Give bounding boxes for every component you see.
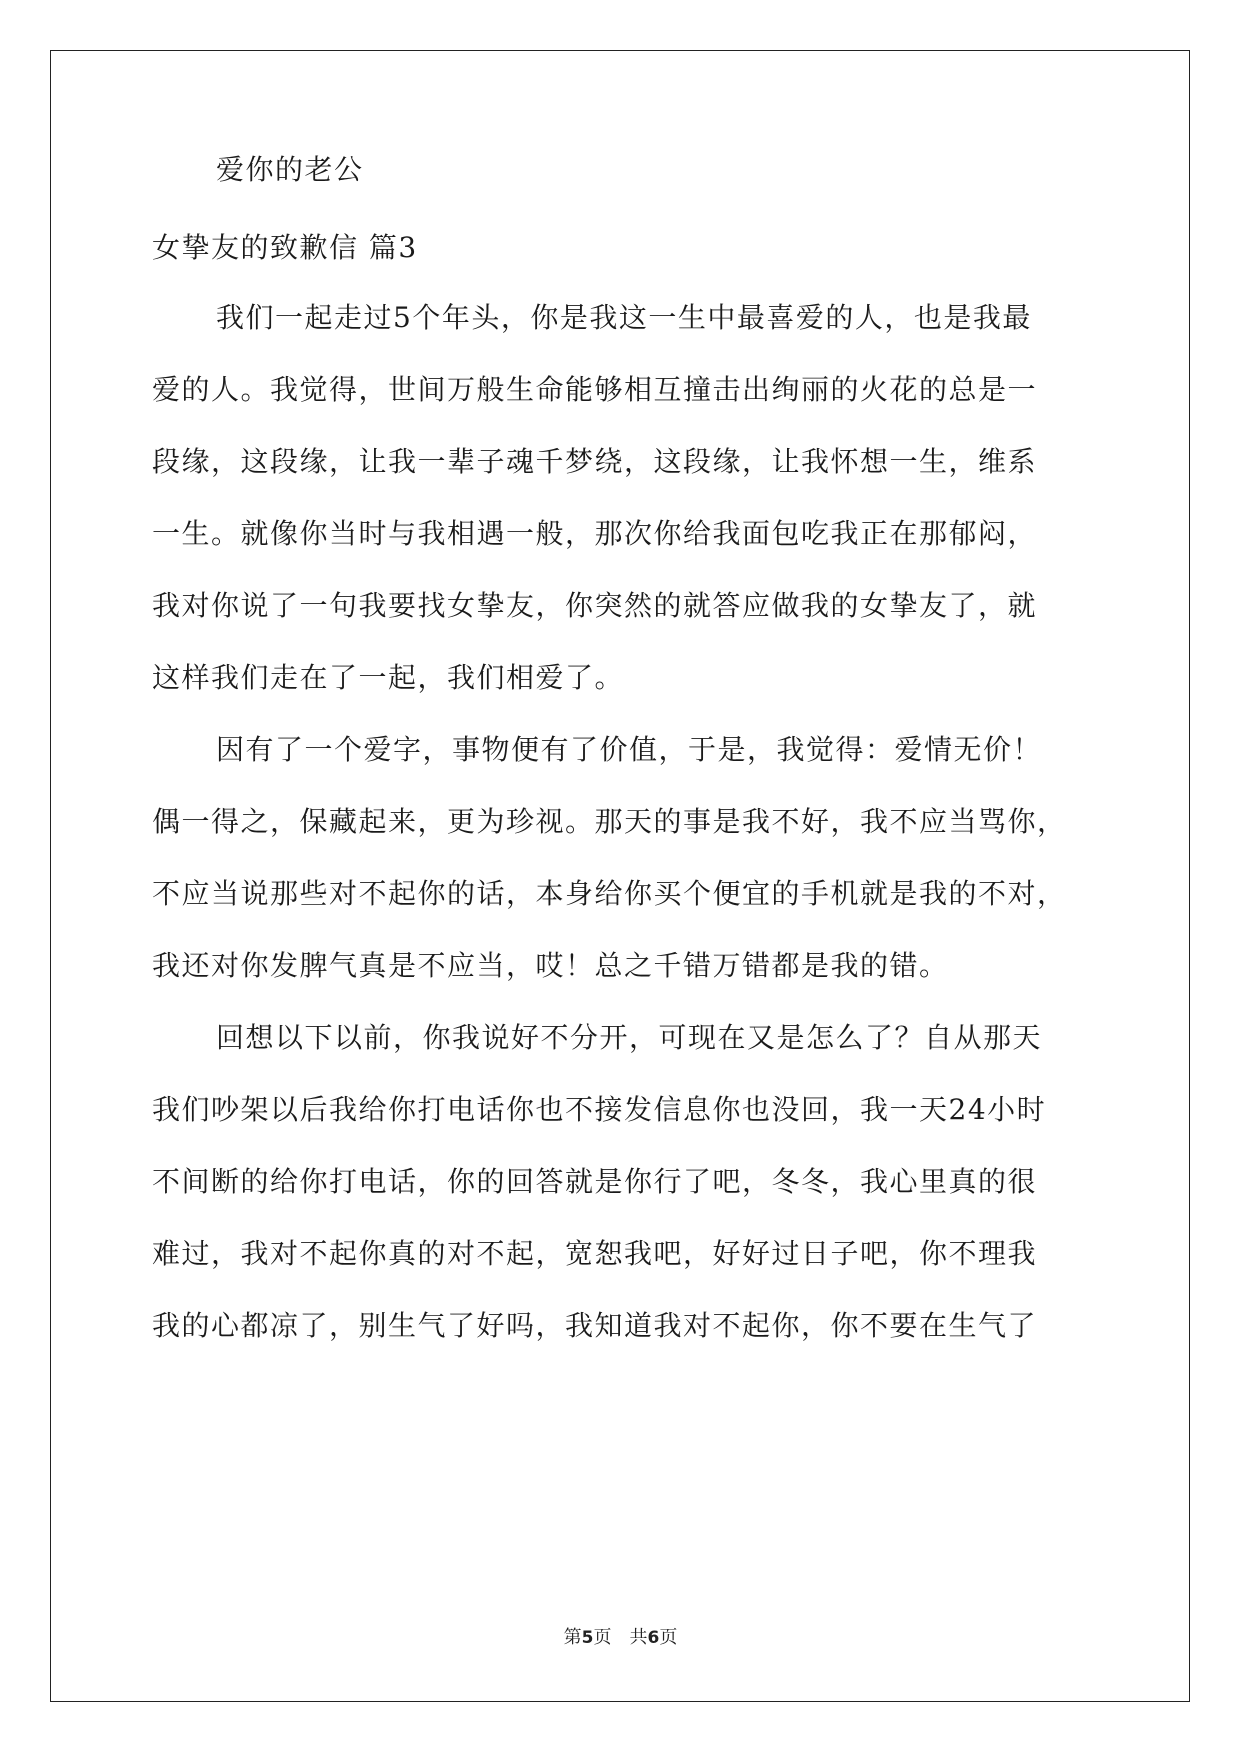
section-title: 女挚友的致歉信 篇3 — [152, 231, 418, 264]
page-prefix: 第 — [563, 1627, 582, 1648]
paragraph-1-line-3: 段缘，这段缘，让我一辈子魂千梦绕，这段缘，让我怀想一生，维系 — [152, 445, 1038, 478]
page-footer — [0, 1626, 1241, 1650]
paragraph-1-line-4: 一生。就像你当时与我相遇一般，那次你给我面包吃我正在那郁闷， — [152, 517, 1038, 550]
paragraph-3-line-4: 难过，我对不起你真的对不起，宽恕我吧，好好过日子吧，你不理我 — [152, 1237, 1038, 1270]
paragraph-1-line-5: 我对你说了一句我要找女挚友，你突然的就答应做我的女挚友了，就 — [152, 589, 1038, 622]
page-suffix: 页 — [659, 1627, 678, 1648]
page-current-number: 5 — [581, 1628, 594, 1648]
paragraph-3-line-2: 我们吵架以后我给你打电话你也不接发信息你也没回，我一天24小时 — [152, 1093, 1047, 1126]
paragraph-1-line-1: 我们一起走过5个年头，你是我这一生中最喜爱的人，也是我最 — [216, 301, 1032, 334]
page-total-number: 6 — [647, 1628, 660, 1648]
paragraph-2-line-3: 不应当说那些对不起你的话，本身给你买个便宜的手机就是我的不对， — [152, 877, 1067, 910]
paragraph-2-line-2: 偶一得之，保藏起来，更为珍视。那天的事是我不好，我不应当骂你， — [152, 805, 1067, 838]
closing-signature: 爱你的老公 — [216, 153, 364, 186]
paragraph-3-line-5: 我的心都凉了，别生气了好吗，我知道我对不起你，你不要在生气了 — [152, 1309, 1038, 1342]
paragraph-3-line-1: 回想以下以前，你我说好不分开，可现在又是怎么了？自从那天 — [216, 1021, 1043, 1054]
paragraph-3-line-3: 不间断的给你打电话，你的回答就是你行了吧，冬冬，我心里真的很 — [152, 1165, 1038, 1198]
paragraph-2-line-1: 因有了一个爱字，事物便有了价值，于是，我觉得：爱情无价！ — [216, 733, 1043, 766]
paragraph-2-line-4: 我还对你发脾气真是不应当，哎！总之千错万错都是我的错。 — [152, 949, 949, 982]
paragraph-1-line-2: 爱的人。我觉得，世间万般生命能够相互撞击出绚丽的火花的总是一 — [152, 373, 1038, 406]
paragraph-1-line-6: 这样我们走在了一起，我们相爱了。 — [152, 661, 625, 694]
page-mid: 页 共 — [593, 1627, 648, 1648]
